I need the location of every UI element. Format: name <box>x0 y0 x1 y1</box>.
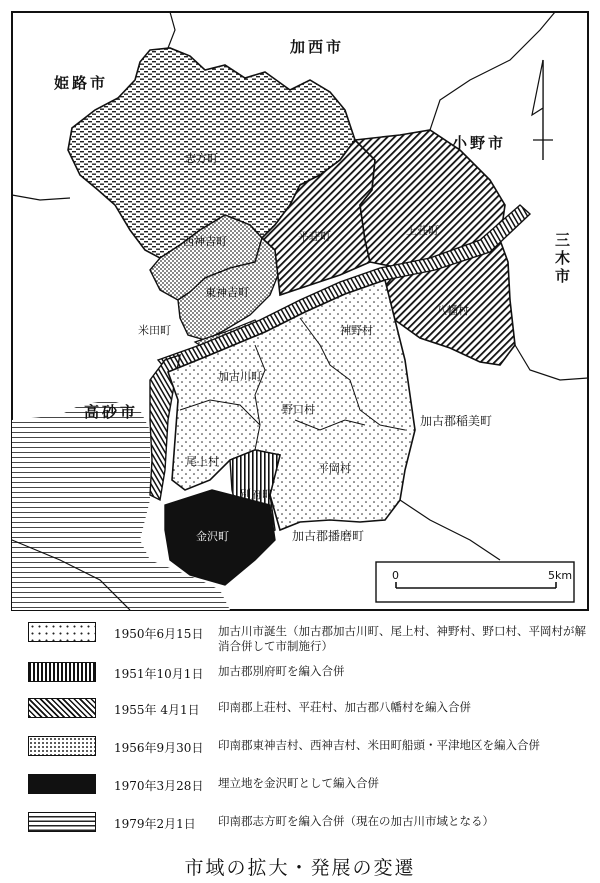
legend-desc: 加古川市誕生（加古郡加古川町、尾上村、神野村、野口村、平岡村が解消合併して市制施行） <box>218 624 586 653</box>
legend-date: 1950年6月15日 <box>114 627 204 641</box>
label-hiraoka: 平岡村 <box>318 462 351 475</box>
legend-swatch-diagonal-lines <box>28 698 96 718</box>
label-hiraso: 平荘町 <box>298 230 331 243</box>
legend-date: 1955年 4月1日 <box>114 703 200 717</box>
label-kanazawa: 金沢町 <box>196 530 229 543</box>
legend-desc: 埋立地を金沢町として編入合併 <box>218 776 379 790</box>
legend-date: 1970年3月28日 <box>114 779 204 793</box>
legend-row <box>28 662 588 684</box>
legend-date: 1951年10月1日 <box>114 667 204 681</box>
label-befu: 別府町 <box>240 488 273 501</box>
label-inami: 加古郡稲美町 <box>420 414 493 428</box>
label-kakogawa: 加古川町 <box>218 370 262 383</box>
legend-row <box>28 812 588 834</box>
label-ono: 小野市 <box>452 134 507 152</box>
legend-row <box>28 698 588 720</box>
legend-swatch-solid-black <box>28 774 96 794</box>
legend-swatch-dots-sparse <box>28 622 96 642</box>
legend-date: 1956年9月30日 <box>114 741 204 755</box>
label-miki: 三木市 <box>553 232 571 286</box>
legend-desc: 印南郡東神吉村、西神吉村、米田町船頭・平津地区を編入合併 <box>218 738 540 752</box>
label-onoe: 尾上村 <box>186 455 219 468</box>
label-takasago: 高砂市 <box>84 403 139 421</box>
legend-desc: 加古郡別府町を編入合併 <box>218 664 345 678</box>
figure-caption: 市域の拡大・発展の変遷 <box>184 857 416 879</box>
scale-end: 5km <box>548 569 573 582</box>
label-higashikanki: 東神吉町 <box>205 286 249 299</box>
legend-swatch-dashes <box>28 812 96 832</box>
legend-swatch-vertical-lines <box>28 662 96 682</box>
scale-start: 0 <box>392 569 399 582</box>
legend-desc: 印南郡志方町を編入合併（現在の加古川市域となる） <box>218 814 494 828</box>
label-kanno: 神野村 <box>340 324 373 337</box>
legend-date: 1979年2月1日 <box>114 817 196 831</box>
legend-row <box>28 774 588 796</box>
label-kamiso: 上荘町 <box>406 224 439 237</box>
label-yoneda: 米田町 <box>138 324 171 337</box>
label-kasai: 加西市 <box>290 38 345 56</box>
legend-swatch-dots-dense <box>28 736 96 756</box>
label-noguchi: 野口村 <box>282 403 315 416</box>
scale-bar <box>376 562 574 602</box>
label-harima: 加古郡播磨町 <box>292 529 365 543</box>
legend-desc: 印南郡上荘村、平荘村、加古郡八幡村を編入合併 <box>218 700 471 714</box>
label-himeji: 姫路市 <box>54 74 109 92</box>
label-shikata: 志方町 <box>185 152 218 165</box>
label-yawata: 八幡村 <box>436 304 469 317</box>
legend-row <box>28 622 588 653</box>
legend-row <box>28 736 588 758</box>
label-nishikanki: 西神吉町 <box>183 235 227 248</box>
